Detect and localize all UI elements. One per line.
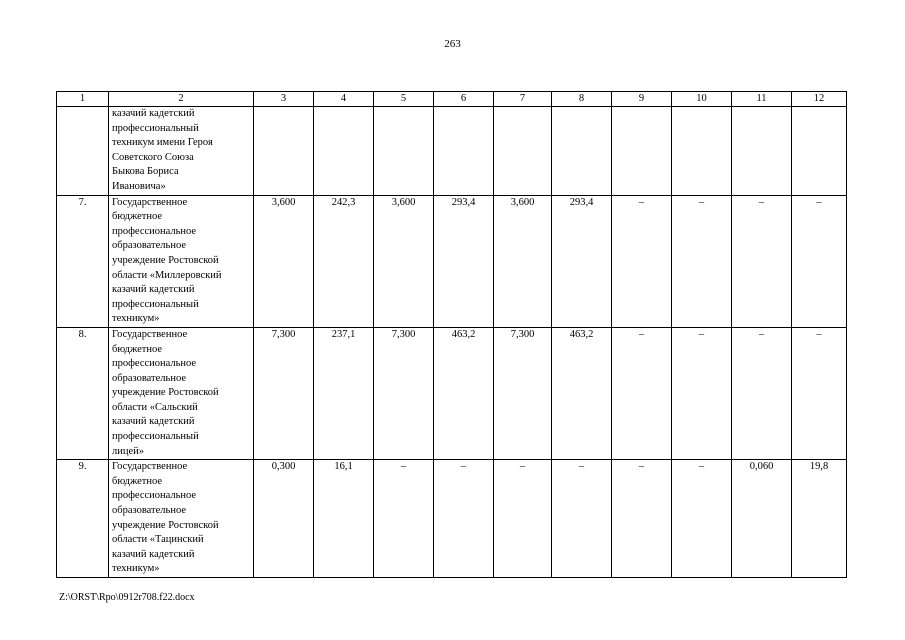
institution-name-cell [109,327,254,459]
institution-name-line: Быкова Бориса [112,166,179,178]
institution-name-line: лицей» [112,445,145,457]
data-table [56,91,847,578]
value-cell-col-12: – [792,195,847,327]
value-cell-col-10 [672,107,732,196]
table-body [57,107,847,578]
column-header-8: 8 [552,92,612,107]
column-header-1: 1 [57,92,109,107]
institution-name-line: казачий кадетский [112,284,195,296]
value-cell-col-9 [612,107,672,196]
value-cell-col-7: – [494,460,552,578]
value-cell-col-8: 293,4 [552,195,612,327]
value-cell-col-5: 3,600 [374,195,434,327]
institution-name-line: техникум» [112,563,160,575]
table-row [57,107,847,196]
column-header-11: 11 [732,92,792,107]
column-header-2: 2 [109,92,254,107]
column-header-10: 10 [672,92,732,107]
institution-name-cell [109,195,254,327]
value-cell-col-6: 463,2 [434,327,494,459]
value-cell-col-10: – [672,195,732,327]
institution-name-line: бюджетное [112,475,163,487]
institution-name-line: техникум имени Героя [112,137,213,149]
column-header-5: 5 [374,92,434,107]
institution-name-line: образовательное [112,240,186,252]
value-cell-col-8: – [552,460,612,578]
institution-name-line: бюджетное [112,211,163,223]
institution-name-line: техникум» [112,313,160,325]
institution-name-line: профессиональный [112,431,199,443]
institution-name-line: казачий кадетский [112,108,195,119]
institution-name-cell [109,460,254,578]
value-cell-col-12: – [792,327,847,459]
value-cell-col-5 [374,107,434,196]
value-cell-col-5: – [374,460,434,578]
column-header-7: 7 [494,92,552,107]
value-cell-col-11: 0,060 [732,460,792,578]
institution-name-line: образовательное [112,372,186,384]
row-number-cell: 8. [57,327,109,459]
institution-name-line: учреждение Ростовской [112,519,219,531]
footer-file-path: Z:\ORST\Rpo\0912r708.f22.docx [59,592,195,603]
institution-name-line: профессиональное [112,490,197,502]
institution-name-line: Советского Союза [112,151,194,163]
institution-name-line: казачий кадетский [112,548,195,560]
value-cell-col-11 [732,107,792,196]
value-cell-col-7 [494,107,552,196]
value-cell-col-7: 3,600 [494,195,552,327]
table-row [57,460,847,578]
value-cell-col-8 [552,107,612,196]
value-cell-col-9: – [612,460,672,578]
institution-name-line: профессиональное [112,358,197,370]
value-cell-col-9: – [612,327,672,459]
institution-name-line: области «Миллеровский [112,269,222,281]
column-header-9: 9 [612,92,672,107]
institution-name-line: профессиональный [112,298,199,310]
column-header-3: 3 [254,92,314,107]
value-cell-col-10: – [672,460,732,578]
institution-name-line: Государственное [112,328,188,340]
value-cell-col-6: 293,4 [434,195,494,327]
institution-name-line: казачий кадетский [112,416,195,428]
value-cell-col-4 [314,107,374,196]
value-cell-col-12 [792,107,847,196]
value-cell-col-3: 3,600 [254,195,314,327]
value-cell-col-9: – [612,195,672,327]
value-cell-col-5: 7,300 [374,327,434,459]
table-row [57,195,847,327]
column-header-4: 4 [314,92,374,107]
value-cell-col-3: 7,300 [254,327,314,459]
value-cell-col-6: – [434,460,494,578]
institution-name-cell [109,107,254,196]
institution-name-line: образовательное [112,505,186,517]
column-header-6: 6 [434,92,494,107]
value-cell-col-7: 7,300 [494,327,552,459]
institution-name-line: области «Тацинский [112,534,204,546]
value-cell-col-11: – [732,195,792,327]
value-cell-col-11: – [732,327,792,459]
row-number-cell [57,107,109,196]
institution-name-line: учреждение Ростовской [112,254,219,266]
value-cell-col-3: 0,300 [254,460,314,578]
institution-name-line: профессиональное [112,225,197,237]
value-cell-col-4: 16,1 [314,460,374,578]
page-number: 263 [444,38,461,50]
institution-name-line: Государственное [112,461,188,473]
institution-name-line: учреждение Ростовской [112,387,219,399]
value-cell-col-12: 19,8 [792,460,847,578]
column-header-12: 12 [792,92,847,107]
institution-name-line: Государственное [112,196,188,208]
row-number-cell: 7. [57,195,109,327]
table-row [57,327,847,459]
value-cell-col-8: 463,2 [552,327,612,459]
institution-name-line: профессиональный [112,122,199,134]
value-cell-col-3 [254,107,314,196]
institution-name-line: бюджетное [112,343,163,355]
value-cell-col-10: – [672,327,732,459]
institution-name-line: области «Сальский [112,401,198,413]
row-number-cell: 9. [57,460,109,578]
table-header-row [57,92,847,107]
value-cell-col-6 [434,107,494,196]
value-cell-col-4: 242,3 [314,195,374,327]
value-cell-col-4: 237,1 [314,327,374,459]
institution-name-line: Ивановича» [112,180,166,192]
